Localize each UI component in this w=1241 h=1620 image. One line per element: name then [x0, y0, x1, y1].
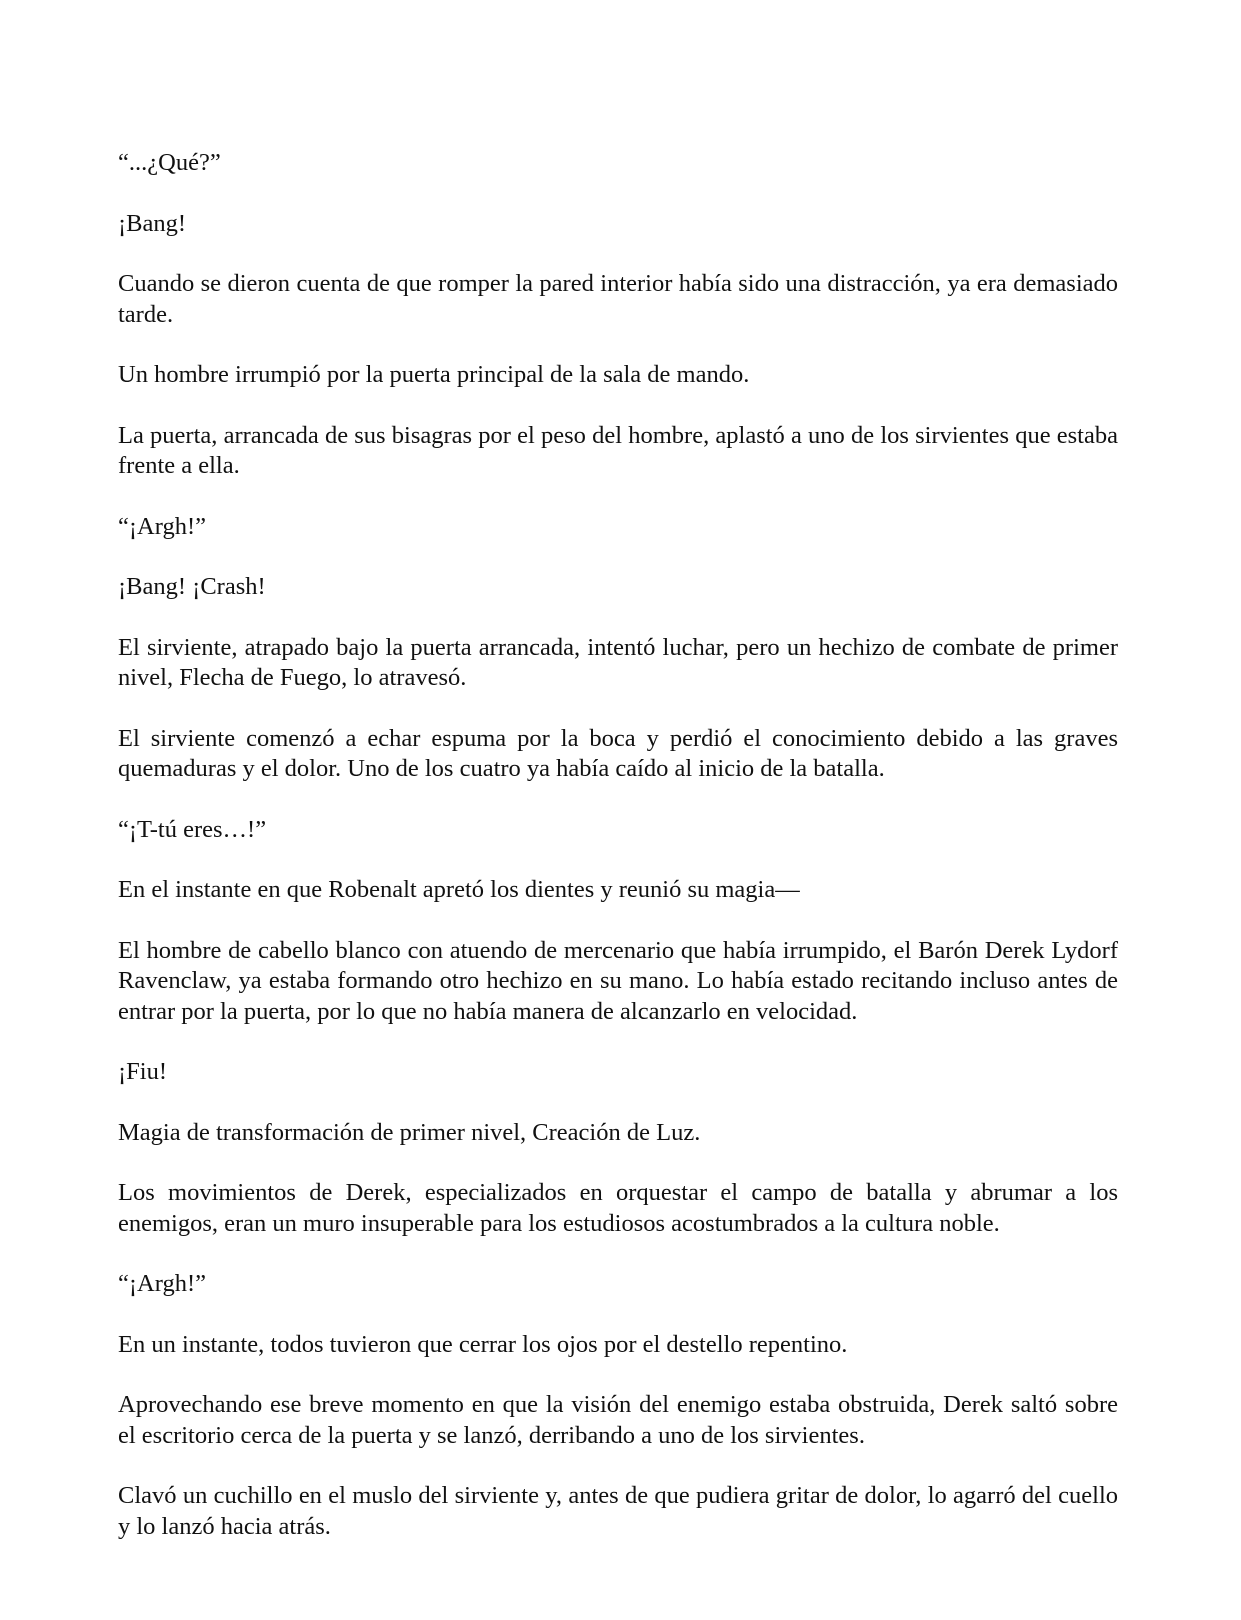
paragraph: El sirviente, atrapado bajo la puerta arrancada, intentó luchar, pero un hechizo de combate de primer nivel, Flecha de Fuego, lo atravesó.	[118, 633, 1118, 691]
paragraph: “...¿Qué?”	[118, 149, 221, 176]
paragraph: ¡Bang!	[118, 209, 187, 237]
paragraph: Magia de transformación de primer nivel, Creación de Luz.	[118, 1118, 701, 1146]
paragraph: En el instante en que Robenalt apretó los dientes y reunió su magia—	[118, 876, 800, 903]
paragraph: “¡Argh!”	[118, 512, 206, 540]
document-body	[118, 148, 1118, 1542]
paragraph: El hombre de cabello blanco con atuendo de mercenario que había irrumpido, el Barón Derek Lydorf Ravenclaw, ya estaba formando otro hechizo en su mano. Lo había estado recitando incluso antes de entrar por la puerta, por lo que no había manera de alcanzarlo en velocidad.	[118, 936, 1118, 1025]
paragraph: “¡Argh!”	[118, 1270, 206, 1297]
paragraph: ¡Fiu!	[118, 1058, 167, 1085]
paragraph: En un instante, todos tuvieron que cerrar los ojos por el destello repentino.	[118, 1330, 848, 1358]
paragraph: Cuando se dieron cuenta de que romper la pared interior había sido una distracción, ya era demasiado tarde.	[118, 270, 1118, 328]
paragraph: Un hombre irrumpió por la puerta principal de la sala de mando.	[118, 361, 750, 388]
paragraph: La puerta, arrancada de sus bisagras por el peso del hombre, aplastó a uno de los sirvientes que estaba frente a ella.	[118, 421, 1118, 479]
paragraph: Los movimientos de Derek, especializados en orquestar el campo de batalla y abrumar a los enemigos, eran un muro insuperable para los estudiosos acostumbrados a la cultura noble.	[118, 1179, 1118, 1237]
paragraph: ¡Bang! ¡Crash!	[118, 573, 266, 600]
paragraph: Aprovechando ese breve momento en que la visión del enemigo estaba obstruida, Derek saltó sobre el escritorio cerca de la puerta y se lanzó, derribando a uno de los sirvientes.	[118, 1391, 1118, 1449]
paragraph: “¡T-tú eres…!”	[118, 815, 267, 843]
paragraph: Clavó un cuchillo en el muslo del sirviente y, antes de que pudiera gritar de dolor, lo agarró del cuello y lo lanzó hacia atrás.	[118, 1482, 1118, 1540]
paragraph: El sirviente comenzó a echar espuma por la boca y perdió el conocimiento debido a las graves quemaduras y el dolor. Uno de los cuatro ya había caído al inicio de la batalla.	[118, 724, 1118, 782]
